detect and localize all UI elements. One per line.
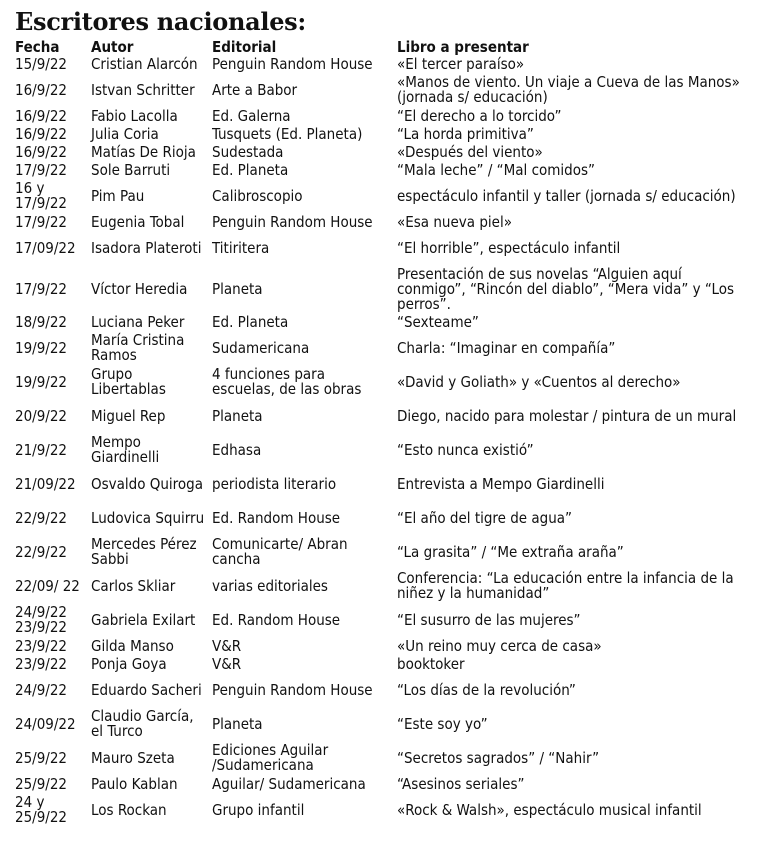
table-row bbox=[15, 637, 753, 655]
table-row bbox=[15, 365, 753, 399]
cell-book: booktoker bbox=[397, 654, 465, 673]
cell-date: 17/9/22 bbox=[15, 279, 68, 298]
cell-book: “El año del tigre de agua” bbox=[397, 508, 573, 527]
cell-author: Mempo Giardinelli bbox=[91, 433, 160, 466]
table-header-row bbox=[15, 37, 753, 55]
table-row bbox=[15, 125, 753, 143]
cell-book: “El derecho a lo torcido” bbox=[397, 106, 562, 125]
cell-publisher: Ed. Planeta bbox=[212, 312, 289, 331]
cell-book: Entrevista a Mempo Giardinelli bbox=[397, 474, 605, 493]
table-row bbox=[15, 265, 753, 313]
cell-date: 15/9/22 bbox=[15, 54, 68, 73]
cell-publisher: Aguilar/ Sudamericana bbox=[212, 774, 366, 793]
cell-book: “Esto nunca existió” bbox=[397, 440, 534, 459]
cell-book: “El susurro de las mujeres” bbox=[397, 610, 581, 629]
cell-date: 16/9/22 bbox=[15, 80, 68, 99]
cell-book: “Asesinos seriales” bbox=[397, 774, 525, 793]
cell-publisher: Grupo infantil bbox=[212, 800, 305, 819]
cell-date: 24/9/22 23/9/22 bbox=[15, 603, 68, 636]
cell-book: «Rock & Walsh», espectáculo musical infantil bbox=[397, 800, 702, 819]
cell-author: Víctor Heredia bbox=[91, 279, 188, 298]
table-row bbox=[15, 603, 753, 637]
cell-publisher: Ed. Planeta bbox=[212, 160, 289, 179]
cell-publisher: Penguin Random House bbox=[212, 212, 373, 231]
cell-author: Eugenia Tobal bbox=[91, 212, 185, 231]
cell-author: Ludovica Squirru bbox=[91, 508, 205, 527]
cell-author: Cristian Alarcón bbox=[91, 54, 198, 73]
table-body bbox=[15, 55, 753, 827]
cell-book: Presentación de sus novelas “Alguien aquí conmigo”, “Rincón del diablo”, “Mera vida” y “Los perros”. bbox=[397, 264, 734, 313]
cell-author: Fabio Lacolla bbox=[91, 106, 178, 125]
cell-date: 25/9/22 bbox=[15, 748, 68, 767]
cell-publisher: varias editoriales bbox=[212, 576, 328, 595]
cell-author: Paulo Kablan bbox=[91, 774, 178, 793]
cell-book: “El horrible”, espectáculo infantil bbox=[397, 238, 621, 257]
cell-date: 19/9/22 bbox=[15, 372, 68, 391]
cell-date: 20/9/22 bbox=[15, 406, 68, 425]
cell-publisher: Penguin Random House bbox=[212, 680, 373, 699]
header-author: Autor bbox=[91, 38, 134, 56]
table-row bbox=[15, 535, 753, 569]
cell-publisher: Ediciones Aguilar /Sudamericana bbox=[212, 741, 329, 774]
cell-date: 25/9/22 bbox=[15, 774, 68, 793]
cell-author: Mauro Szeta bbox=[91, 748, 175, 767]
cell-publisher: V&R bbox=[212, 636, 242, 655]
cell-publisher: V&R bbox=[212, 654, 242, 673]
cell-author: Sole Barruti bbox=[91, 160, 171, 179]
cell-date: 24/9/22 bbox=[15, 680, 68, 699]
table-row bbox=[15, 313, 753, 331]
header-publisher: Editorial bbox=[212, 38, 277, 56]
cell-author: Pim Pau bbox=[91, 186, 145, 205]
cell-publisher: Penguin Random House bbox=[212, 54, 373, 73]
table-row bbox=[15, 73, 753, 107]
table-row bbox=[15, 55, 753, 73]
cell-date: 21/9/22 bbox=[15, 440, 68, 459]
cell-author: Julia Coria bbox=[91, 124, 159, 143]
cell-publisher: Comunicarte/ Abran cancha bbox=[212, 535, 348, 568]
cell-author: Osvaldo Quiroga bbox=[91, 474, 203, 493]
cell-author: Mercedes Pérez Sabbi bbox=[91, 535, 197, 568]
cell-book: “La horda primitiva” bbox=[397, 124, 534, 143]
cell-book: «Después del viento» bbox=[397, 142, 543, 161]
cell-book: Conferencia: “La educación entre la infancia de la niñez y la humanidad” bbox=[397, 569, 734, 602]
cell-date: 18/9/22 bbox=[15, 312, 68, 331]
table-row bbox=[15, 467, 753, 501]
cell-book: «Manos de viento. Un viaje a Cueva de las Manos» (jornada s/ educación) bbox=[397, 73, 740, 106]
cell-publisher: Sudamericana bbox=[212, 338, 310, 357]
table-row bbox=[15, 655, 753, 673]
cell-book: «Esa nueva piel» bbox=[397, 212, 512, 231]
cell-date: 17/09/22 bbox=[15, 238, 76, 257]
cell-publisher: Planeta bbox=[212, 406, 263, 425]
table-row bbox=[15, 741, 753, 775]
cell-book: “Secretos sagrados” / “Nahir” bbox=[397, 748, 600, 767]
table-row bbox=[15, 793, 753, 827]
table-row bbox=[15, 673, 753, 707]
cell-date: 19/9/22 bbox=[15, 338, 68, 357]
table-row bbox=[15, 213, 753, 231]
cell-book: Charla: “Imaginar en compañía” bbox=[397, 338, 616, 357]
cell-publisher: Sudestada bbox=[212, 142, 284, 161]
cell-author: Carlos Skliar bbox=[91, 576, 176, 595]
cell-date: 23/9/22 bbox=[15, 654, 68, 673]
cell-author: Claudio García, el Turco bbox=[91, 707, 194, 740]
cell-author: Matías De Rioja bbox=[91, 142, 196, 161]
table-row bbox=[15, 501, 753, 535]
authors-table bbox=[15, 37, 753, 827]
cell-date: 17/9/22 bbox=[15, 212, 68, 231]
cell-date: 24/09/22 bbox=[15, 714, 76, 733]
cell-author: Eduardo Sacheri bbox=[91, 680, 202, 699]
cell-book: “Los días de la revolución” bbox=[397, 680, 576, 699]
table-row bbox=[15, 569, 753, 603]
cell-author: Miguel Rep bbox=[91, 406, 166, 425]
cell-author: Luciana Peker bbox=[91, 312, 185, 331]
cell-date: 17/9/22 bbox=[15, 160, 68, 179]
cell-publisher: Planeta bbox=[212, 714, 263, 733]
cell-book: “Sexteame” bbox=[397, 312, 479, 331]
cell-book: “Este soy yo” bbox=[397, 714, 488, 733]
cell-book: «El tercer paraíso» bbox=[397, 54, 525, 73]
cell-author: Istvan Schritter bbox=[91, 80, 195, 99]
cell-publisher: 4 funciones para escuelas, de las obras bbox=[212, 365, 362, 398]
table-row bbox=[15, 143, 753, 161]
table-row bbox=[15, 231, 753, 265]
table-row bbox=[15, 433, 753, 467]
cell-publisher: Ed. Random House bbox=[212, 508, 341, 527]
cell-author: María Cristina Ramos bbox=[91, 331, 185, 364]
cell-publisher: Tusquets (Ed. Planeta) bbox=[212, 124, 363, 143]
header-date: Fecha bbox=[15, 38, 60, 56]
header-book: Libro a presentar bbox=[397, 38, 529, 56]
cell-publisher: Planeta bbox=[212, 279, 263, 298]
page-title: Escritores nacionales: bbox=[15, 7, 306, 36]
cell-book: “La grasita” / “Me extraña araña” bbox=[397, 542, 624, 561]
cell-date: 16/9/22 bbox=[15, 142, 68, 161]
cell-book: espectáculo infantil y taller (jornada s/ educación) bbox=[397, 186, 736, 205]
cell-date: 23/9/22 bbox=[15, 636, 68, 655]
table-row bbox=[15, 161, 753, 179]
cell-book: Diego, nacido para molestar / pintura de un mural bbox=[397, 406, 737, 425]
table-row bbox=[15, 775, 753, 793]
cell-author: Gilda Manso bbox=[91, 636, 174, 655]
cell-date: 16/9/22 bbox=[15, 106, 68, 125]
table-row bbox=[15, 179, 753, 213]
cell-date: 24 y 25/9/22 bbox=[15, 793, 68, 826]
cell-publisher: Calibroscopio bbox=[212, 186, 303, 205]
cell-date: 22/09/ 22 bbox=[15, 576, 80, 595]
cell-publisher: Arte a Babor bbox=[212, 80, 298, 99]
cell-date: 22/9/22 bbox=[15, 508, 68, 527]
table-row bbox=[15, 399, 753, 433]
cell-publisher: Ed. Random House bbox=[212, 610, 341, 629]
cell-author: Grupo Libertablas bbox=[91, 365, 166, 398]
cell-publisher: Titiritera bbox=[212, 238, 270, 257]
table-row bbox=[15, 707, 753, 741]
cell-author: Ponja Goya bbox=[91, 654, 167, 673]
cell-publisher: Edhasa bbox=[212, 440, 262, 459]
cell-book: “Mala leche” / “Mal comidos” bbox=[397, 160, 595, 179]
cell-date: 16 y 17/9/22 bbox=[15, 179, 68, 212]
cell-date: 21/09/22 bbox=[15, 474, 76, 493]
cell-book: «Un reino muy cerca de casa» bbox=[397, 636, 602, 655]
cell-date: 22/9/22 bbox=[15, 542, 68, 561]
cell-author: Isadora Plateroti bbox=[91, 238, 202, 257]
cell-publisher: periodista literario bbox=[212, 474, 337, 493]
cell-publisher: Ed. Galerna bbox=[212, 106, 291, 125]
cell-book: «David y Goliath» y «Cuentos al derecho» bbox=[397, 372, 681, 391]
table-row bbox=[15, 331, 753, 365]
cell-date: 16/9/22 bbox=[15, 124, 68, 143]
cell-author: Gabriela Exilart bbox=[91, 610, 196, 629]
cell-author: Los Rockan bbox=[91, 800, 167, 819]
table-row bbox=[15, 107, 753, 125]
